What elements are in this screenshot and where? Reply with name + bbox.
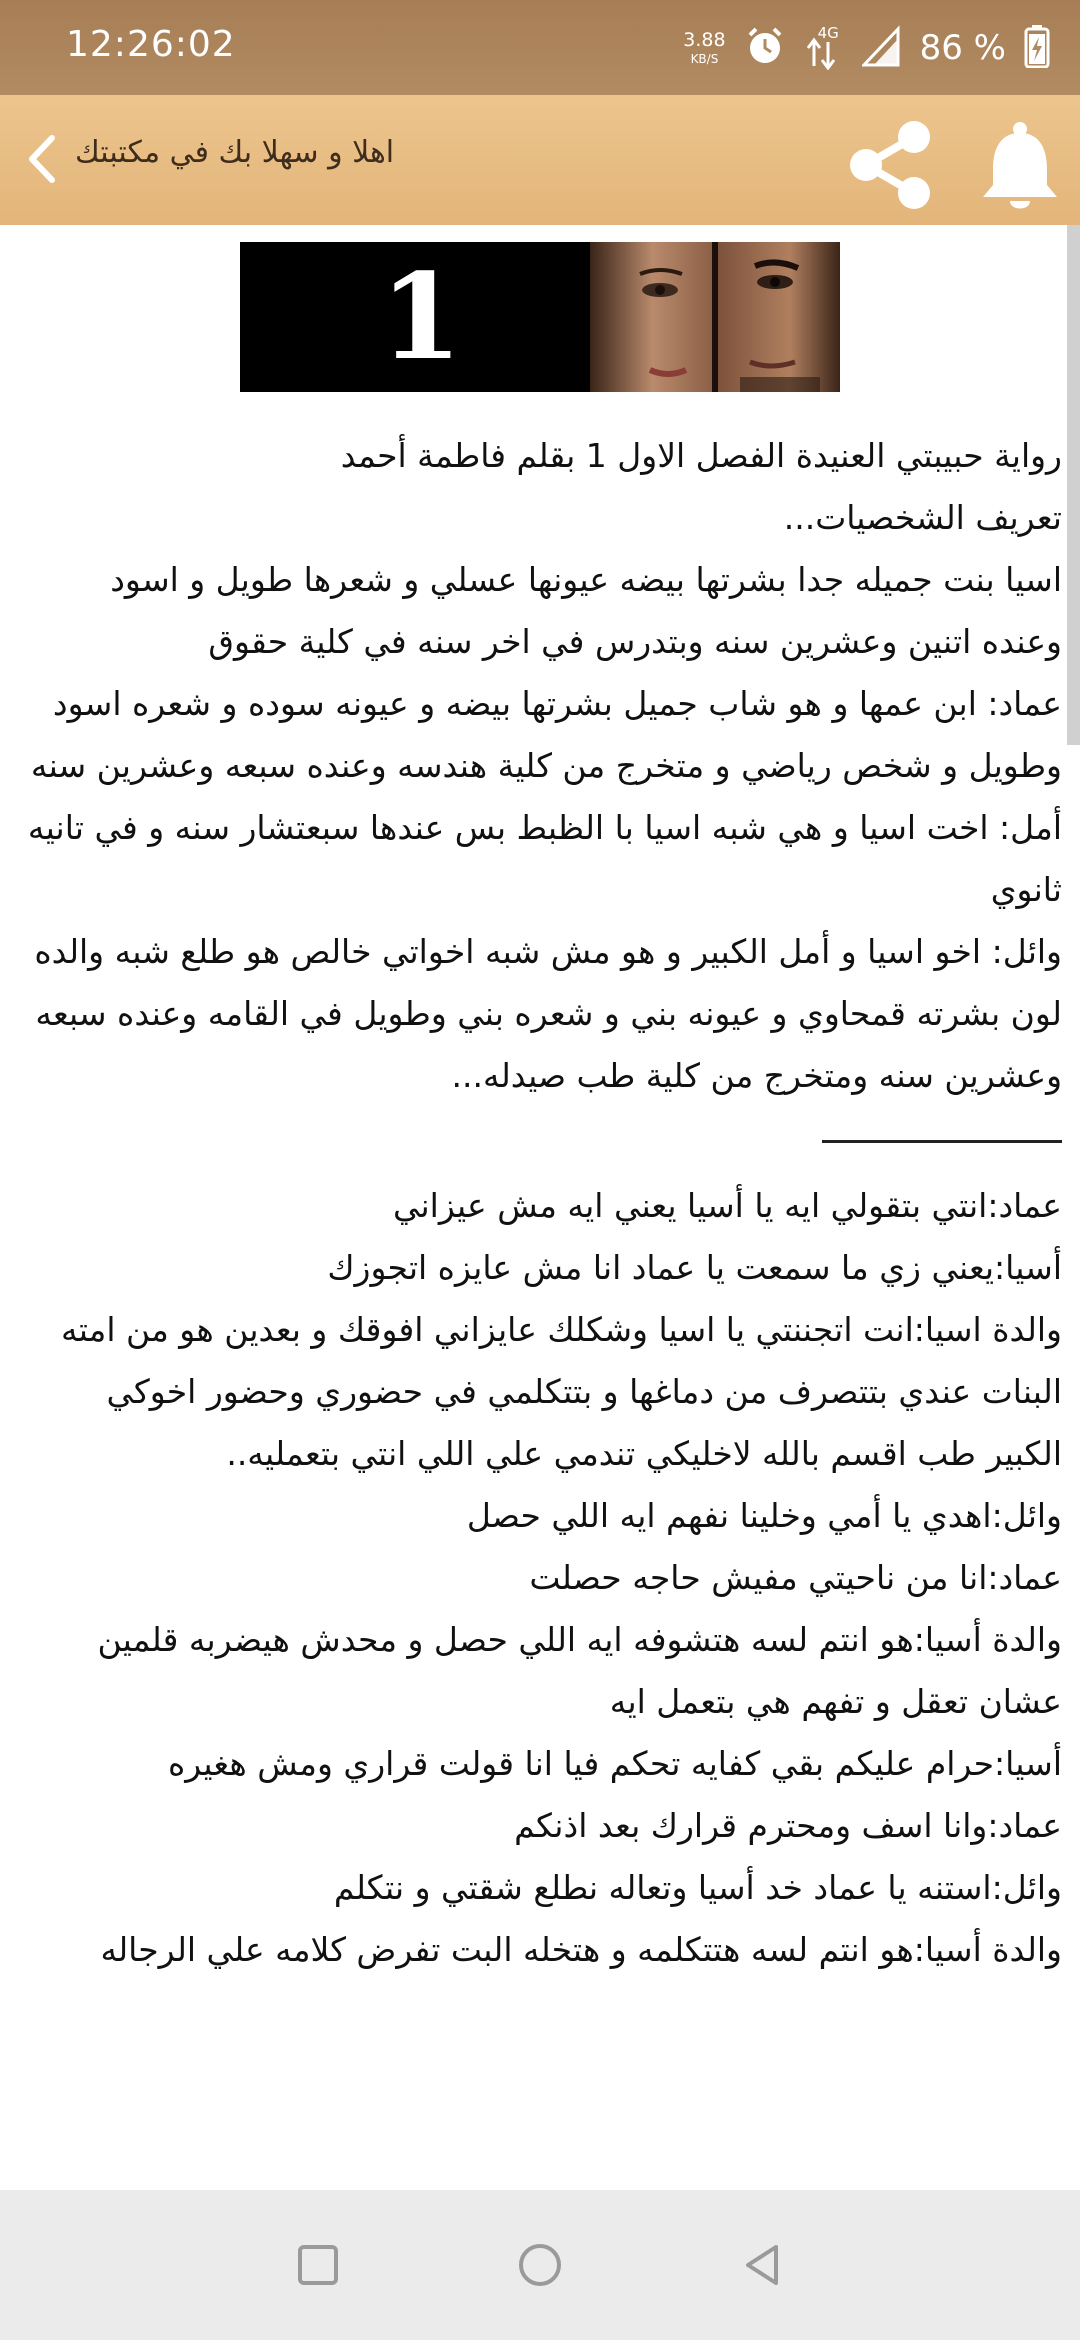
article-title: رواية حبيبتي العنيدة الفصل الاول 1 بقلم فاطمة أحمد bbox=[340, 436, 1062, 475]
square-icon bbox=[296, 2243, 340, 2287]
speed-unit: KB/S bbox=[690, 52, 719, 66]
home-button[interactable] bbox=[505, 2230, 575, 2300]
characters-heading: تعريف الشخصيات... bbox=[783, 498, 1062, 537]
data-arrows-icon bbox=[804, 26, 844, 70]
divider bbox=[822, 1140, 1062, 1143]
network-type: 4G bbox=[817, 24, 839, 42]
dialogue-line: عماد:انا من ناحيتي مفيش حاجه حصلت bbox=[529, 1558, 1062, 1597]
dialogue-line: وائل:استنه يا عماد خد أسيا وتعاله نطلع شقتي و نتكلم bbox=[333, 1868, 1062, 1907]
share-icon bbox=[840, 115, 940, 215]
status-time: 12:26:02 bbox=[66, 24, 236, 65]
dialogue-line: والدة أسيا:هو انتم لسه هتشوفه ايه اللي حصل و محدش هيضربه قلمين عشان تعقل و تفهم هي بتعمل ايه bbox=[97, 1620, 1062, 1721]
app-header bbox=[0, 95, 1080, 225]
character-wael: وائل: اخو اسيا و أمل الكبير و هو مش شبه اخواتي خالص هو طلع شبه والده لون بشرته قمحاوي و عيونه بني و شعره بني وطويل في القامه وعنده سبعه وعشرين سنه ومتخرج من كلية طب صيدله... bbox=[34, 932, 1062, 1095]
dialogue-line: عماد:وانا اسف ومحترم قرارك بعد اذنكم bbox=[514, 1806, 1062, 1845]
back-button[interactable] bbox=[14, 129, 70, 189]
header-title: اهلا و سهلا بك في مكتبتك bbox=[75, 135, 395, 170]
recents-button[interactable] bbox=[283, 2230, 353, 2300]
bell-icon bbox=[975, 115, 1065, 215]
divider-wrap bbox=[22, 1107, 1062, 1175]
dialogue-line: أسيا:يعني زي ما سمعت يا عماد انا مش عايزه اتجوزك bbox=[327, 1248, 1062, 1287]
system-nav-bar bbox=[0, 2190, 1080, 2340]
triangle-back-icon bbox=[740, 2241, 784, 2289]
dialogue-line: وائل:اهدي يا أمي وخلينا نفهم ايه اللي حصل bbox=[466, 1496, 1062, 1535]
signal-icon bbox=[862, 25, 902, 71]
chevron-left-icon bbox=[24, 134, 60, 184]
article-body bbox=[22, 425, 1062, 1981]
article-content[interactable] bbox=[0, 225, 1080, 2190]
speed-value: 3.88 bbox=[683, 29, 726, 51]
nav-back-button[interactable] bbox=[727, 2230, 797, 2300]
dialogue-line: عماد:انتي بتقولي ايه يا أسيا يعني ايه مش عيزاني bbox=[392, 1186, 1062, 1225]
battery-charging-icon bbox=[1024, 24, 1050, 72]
battery-percent: 86 % bbox=[919, 28, 1006, 68]
cover-number: 1 bbox=[380, 247, 463, 386]
scrollbar[interactable] bbox=[1067, 225, 1080, 745]
dialogue-line: أسيا:حرام عليكم بقي كفايه تحكم فيا انا قولت قراري ومش هغيره bbox=[167, 1744, 1062, 1783]
dialogue-line: والدة أسيا:هو انتم لسه هتتكلمه و هتخله البت تفرض كلامه علي الرجاله bbox=[100, 1930, 1062, 1969]
network-speed bbox=[683, 31, 725, 65]
character-amal: أمل: اخت اسيا و هي شبه اسيا با الظبط بس عندها سبعتشار سنه و في تانيه ثانوي bbox=[27, 808, 1062, 909]
alarm-icon bbox=[744, 25, 786, 71]
notifications-button[interactable] bbox=[975, 115, 1065, 215]
share-button[interactable] bbox=[840, 115, 940, 215]
status-icons bbox=[683, 18, 1050, 78]
status-bar bbox=[0, 0, 1080, 95]
cover-image bbox=[240, 242, 840, 392]
circle-icon bbox=[516, 2241, 564, 2289]
dialogue-line: والدة اسيا:انت اتجننتي يا اسيا وشكلك عايزاني افوقك و بعدين هو من امته البنات عندي بتتصرف من دماغها و بتتكلمي في حضوري وحضور اخوكي الكبير طب اقسم بالله لاخليكي تندمي علي اللي انتي بتعمليه.. bbox=[61, 1310, 1062, 1473]
character-asia: اسيا بنت جميله جدا بشرتها بيضه عيونها عسلي و شعرها طويل و اسود وعنده اتنين وعشرين سنه وبتدرس في اخر سنه في كلية حقوق bbox=[110, 560, 1062, 661]
character-emad: عماد: ابن عمها و هو شاب جميل بشرتها بيضه و عيونه سوده و شعره اسود وطويل و شخص رياضي و متخرج من كلية هندسه وعنده سبعه وعشرين سنه bbox=[30, 684, 1062, 785]
couple-photo bbox=[590, 242, 840, 392]
